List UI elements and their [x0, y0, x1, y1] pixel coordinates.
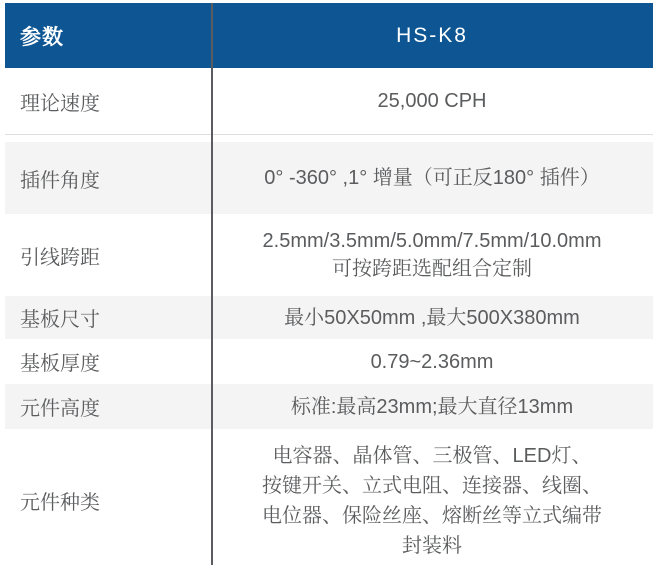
spec-table — [5, 3, 653, 571]
table-row — [5, 429, 653, 571]
table-header-row — [5, 3, 653, 68]
value-line: 最小50X50mm ,最大500X380mm — [284, 306, 580, 329]
table-row — [5, 384, 653, 429]
row-value — [211, 296, 653, 339]
value-line: 按键开关、立式电阻、连接器、线圈、 — [262, 474, 602, 497]
row-label: 引线跨距 — [20, 246, 100, 269]
value-line: 2.5mm/3.5mm/5.0mm/7.5mm/10.0mm — [262, 230, 602, 252]
row-label: 基板厚度 — [20, 353, 100, 375]
row-label: 基板尺寸 — [20, 309, 100, 331]
value-line: 0.79~2.36mm — [370, 350, 494, 373]
value-line: 标准:最高23mm;最大直径13mm — [290, 395, 574, 418]
table-row — [5, 296, 653, 339]
row-value — [211, 214, 653, 296]
row-value — [211, 339, 653, 384]
value-line: 25,000 CPH — [377, 90, 487, 112]
header-model-label: HS-K8 — [396, 23, 468, 47]
table-row — [5, 214, 653, 296]
row-label: 元件高度 — [20, 398, 100, 420]
row-label: 元件种类 — [20, 492, 100, 514]
row-value — [211, 142, 653, 214]
row-value — [211, 68, 653, 134]
value-line: 电容器、晶体管、三极管、LED灯、 — [272, 444, 592, 467]
table-row — [5, 339, 653, 384]
row-label: 理论速度 — [20, 92, 100, 115]
value-line: 可按跨距选配组合定制 — [332, 258, 532, 280]
value-line: 封装料 — [402, 534, 462, 557]
row-value — [211, 429, 653, 571]
table-row — [5, 142, 653, 214]
row-label: 插件角度 — [20, 169, 100, 192]
row-spacer — [5, 135, 653, 142]
value-line: 0° -360° ,1° 增量（可正反180° 插件） — [264, 167, 600, 189]
column-divider-line — [211, 3, 213, 565]
header-param-label: 参数 — [20, 25, 64, 49]
table-row — [5, 68, 653, 135]
value-line: 电位器、保险丝座、熔断丝等立式编带 — [262, 504, 602, 527]
row-value — [211, 384, 653, 429]
